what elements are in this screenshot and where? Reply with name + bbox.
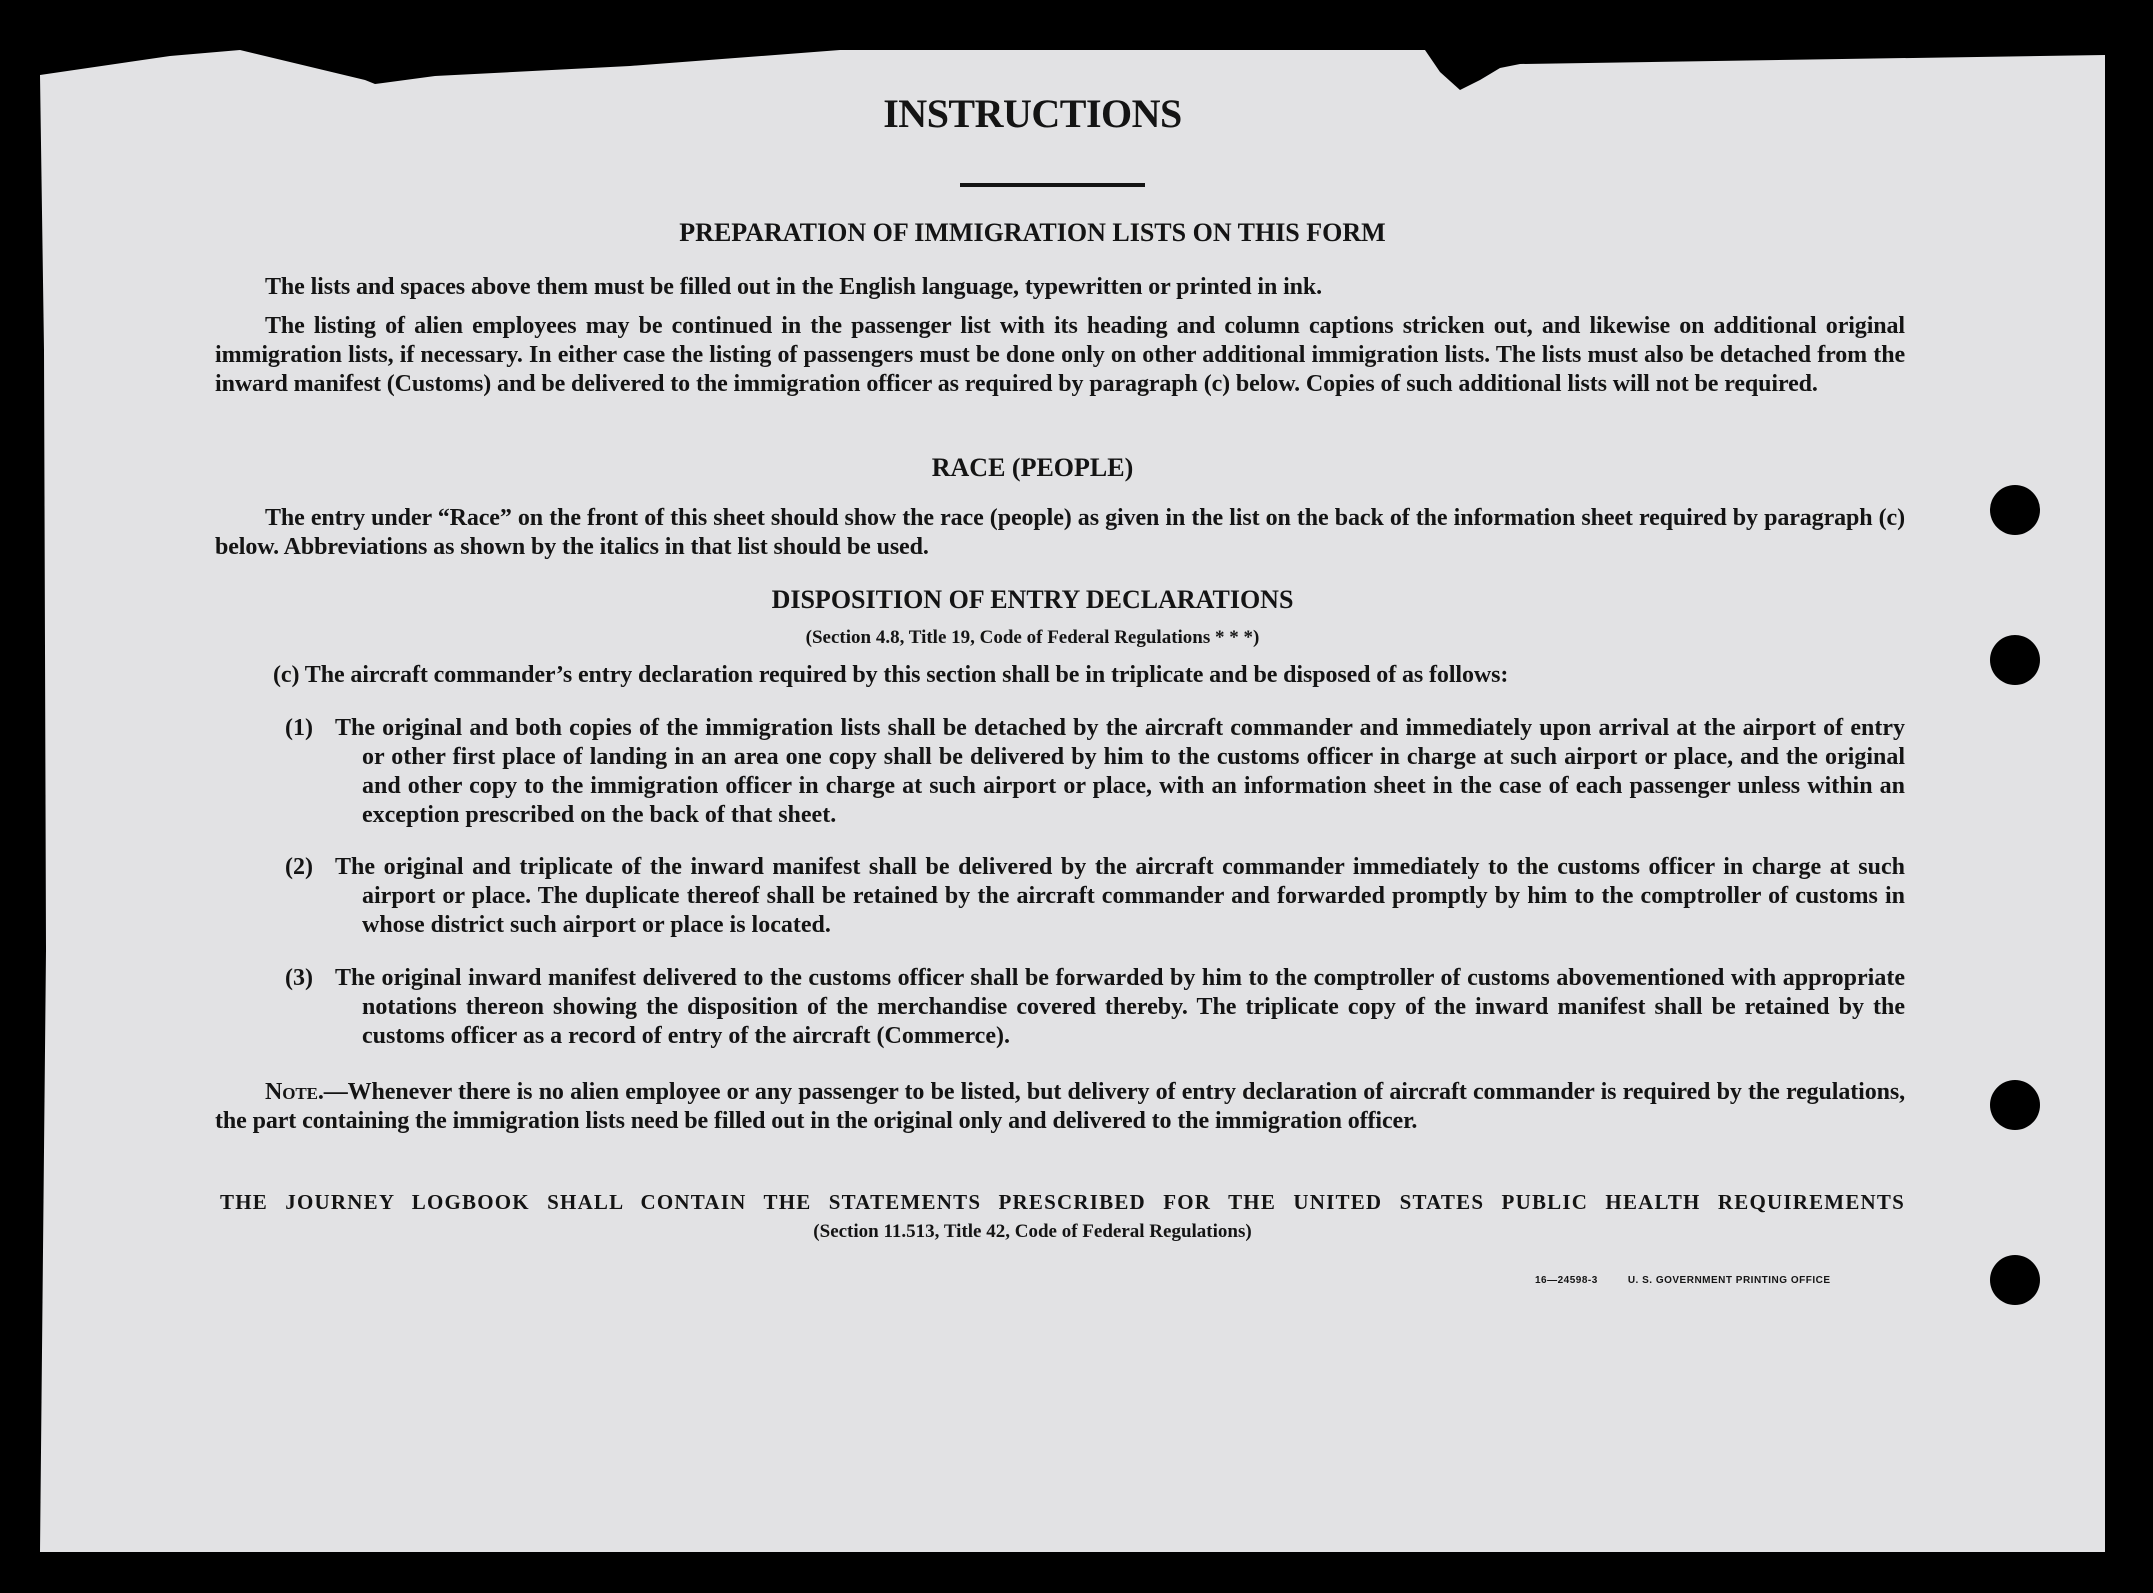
note-text: —Whenever there is no alien employee or any passenger to be listed, but delivery of entry declaration of aircraft commander is required by the regulations, the part containing the immigration lists need be filled out in the original only and delivered to the immigration officer. [215, 1079, 1905, 1134]
note-label: Note. [265, 1079, 324, 1105]
punch-hole [1990, 1255, 2040, 1305]
logbook-statement: THE JOURNEY LOGBOOK SHALL CONTAIN THE STATEMENTS PRESCRIBED FOR THE UNITED STATES PUBLIC HEALTH REQUIREMENTS [220, 1190, 1905, 1214]
disposition-item-2 [285, 853, 1905, 940]
punch-hole [1990, 1080, 2040, 1130]
disposition-citation: (Section 4.8, Title 19, Code of Federal Regulations * * *) [805, 627, 1260, 648]
item-text: The original and triplicate of the inward manifest shall be delivered by the aircraft commander immediately to the customs officer in charge at such airport or place. The duplicate thereof shall be retained by the aircraft commander and forwarded promptly by him to the comptroller of customs in whose district such airport or place is located. [335, 854, 1905, 938]
punch-hole [1990, 485, 2040, 535]
race-heading: RACE (PEOPLE) [931, 453, 1134, 482]
item-number: (3) [285, 965, 313, 991]
logbook-citation: (Section 11.513, Title 42, Code of Federal Regulations) [813, 1221, 1252, 1242]
item-number: (1) [285, 715, 313, 741]
page-title: INSTRUCTIONS [883, 91, 1182, 136]
punch-hole [1990, 635, 2040, 685]
item-text: The original and both copies of the immigration lists shall be detached by the aircraft commander and immediately upon arrival at the airport of entry or other first place of landing in an area one copy shall be delivered by him to the customs officer in charge at such airport or place, and the original and other copy to the immigration officer in charge at such airport or place, with an information sheet in the case of each passenger unless within an exception prescribed on the back of that sheet. [335, 715, 1905, 828]
disposition-item-3 [285, 964, 1905, 1051]
form-number: 16—24598-3 [1535, 1275, 1598, 1286]
item-number: (2) [285, 854, 313, 880]
preparation-paragraph-1: The lists and spaces above them must be filled out in the English language, typewritten or printed in ink. [265, 274, 1323, 300]
disposition-item-1 [285, 714, 1905, 830]
disposition-heading: DISPOSITION OF ENTRY DECLARATIONS [771, 585, 1294, 614]
disposition-intro: (c) The aircraft commander’s entry declaration required by this section shall be in triplicate and be disposed of as follows: [273, 662, 1509, 688]
race-paragraph: The entry under “Race” on the front of this sheet should show the race (people) as given in the list on the back of the information sheet required by paragraph (c) below. Abbreviations as shown by the italics in that list should be used. [215, 505, 1905, 560]
footer-printer-line [1535, 1275, 1861, 1286]
item-text: The original inward manifest delivered to the customs officer shall be forwarded by him to the comptroller of customs abovementioned with appropriate notations thereon showing the disposition of the merchandise covered thereby. The triplicate copy of the inward manifest shall be retained by the customs officer as a record of entry of the aircraft (Commerce). [335, 965, 1905, 1049]
preparation-heading: PREPARATION OF IMMIGRATION LISTS ON THIS FORM [679, 218, 1386, 247]
title-underline [960, 183, 1145, 187]
printer-name: U. S. GOVERNMENT PRINTING OFFICE [1627, 1275, 1831, 1286]
note-paragraph [215, 1078, 1905, 1136]
preparation-paragraph-2: The listing of alien employees may be continued in the passenger list with its heading and column captions stricken out, and likewise on additional original immigration lists, if necessary. In either case the listing of passengers must be done only on other additional immigration lists. The lists must also be detached from the inward manifest (Customs) and be delivered to the immigration officer as required by paragraph (c) below. Copies of such additional lists will not be required. [215, 313, 1905, 397]
